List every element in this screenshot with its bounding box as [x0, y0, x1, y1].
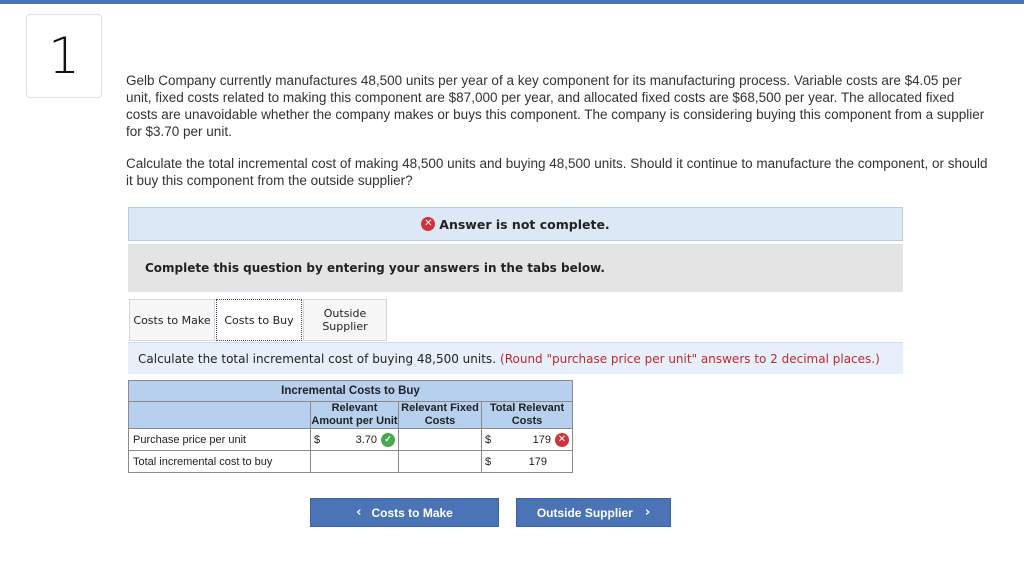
purchase-price-fixed-cell[interactable] — [399, 429, 482, 451]
table-header-blank — [129, 402, 311, 429]
table-row — [129, 429, 573, 451]
purchase-price-amount-input[interactable]: 3.70 — [355, 433, 377, 446]
chevron-left-icon: ‹ — [356, 505, 362, 520]
instructions-text: Complete this question by entering your answers in the tabs below. — [145, 261, 605, 275]
purchase-price-total-input[interactable]: 179 — [532, 433, 551, 446]
row-label-purchase-price: Purchase price per unit — [129, 429, 311, 451]
currency-symbol: $ — [485, 433, 492, 446]
question-prompt: Calculate the total incremental cost of making 48,500 units and buying 48,500 units. Should it continue to manufacture the component, or should it buy this component from the outside supplier? — [126, 156, 988, 188]
row-label-total-incremental: Total incremental cost to buy — [129, 451, 311, 473]
column-header-relevant-fixed: Relevant Fixed Costs — [399, 402, 482, 429]
total-incremental-total-cell — [482, 451, 573, 473]
total-incremental-fixed-cell — [399, 451, 482, 473]
prev-tab-button[interactable] — [310, 498, 499, 527]
instructions-panel — [128, 244, 903, 292]
tab-outside-supplier[interactable]: Outside Supplier — [303, 299, 387, 341]
chevron-right-icon: › — [644, 505, 651, 520]
table-title: Incremental Costs to Buy — [129, 381, 573, 402]
prev-tab-label: Costs to Make — [371, 505, 453, 520]
correct-check-icon: ✓ — [381, 433, 395, 447]
next-tab-button[interactable] — [516, 498, 671, 527]
rounding-hint: (Round "purchase price per unit" answers to 2 decimal places.) — [500, 351, 880, 366]
total-incremental-value: 179 — [528, 455, 547, 468]
question-text: Gelb Company currently manufactures 48,500 units per year of a key component for its manufacturing process. Variable costs are $4.05 per unit, fixed costs related to making this component are $87,000 per year, and allocated fixed costs are $68,500 per year. The allocated fixed costs are unavoidable whether the company makes or buys this component. The company is considering buying this component from a supplier for $3.70 per unit. — [126, 73, 985, 139]
incremental-costs-table — [128, 380, 573, 473]
question-number-box — [26, 14, 102, 98]
currency-symbol: $ — [485, 455, 492, 468]
answer-status-banner — [128, 207, 903, 241]
top-accent-bar — [0, 0, 1024, 4]
table-row — [129, 451, 573, 473]
next-tab-label: Outside Supplier — [536, 505, 633, 520]
tab-instruction — [128, 342, 903, 374]
tab-bar — [129, 299, 387, 341]
purchase-price-total-cell[interactable] — [482, 429, 573, 451]
tab-costs-to-make[interactable]: Costs to Make — [129, 299, 215, 341]
incorrect-icon: ✕ — [555, 433, 569, 447]
column-header-relevant-amount: Relevant Amount per Unit — [311, 402, 398, 427]
purchase-price-amount-cell[interactable] — [311, 429, 399, 451]
answer-status-text: Answer is not complete. — [439, 216, 610, 232]
column-header-total-relevant: Total Relevant Costs — [482, 402, 573, 429]
tab-instruction-text: Calculate the total incremental cost of buying 48,500 units. — [138, 351, 497, 366]
tab-costs-to-buy[interactable]: Costs to Buy — [216, 299, 302, 341]
question-number: 1 — [48, 27, 80, 85]
incorrect-icon: ✕ — [421, 217, 435, 231]
currency-symbol: $ — [314, 433, 321, 446]
total-incremental-amount-cell — [311, 451, 399, 473]
